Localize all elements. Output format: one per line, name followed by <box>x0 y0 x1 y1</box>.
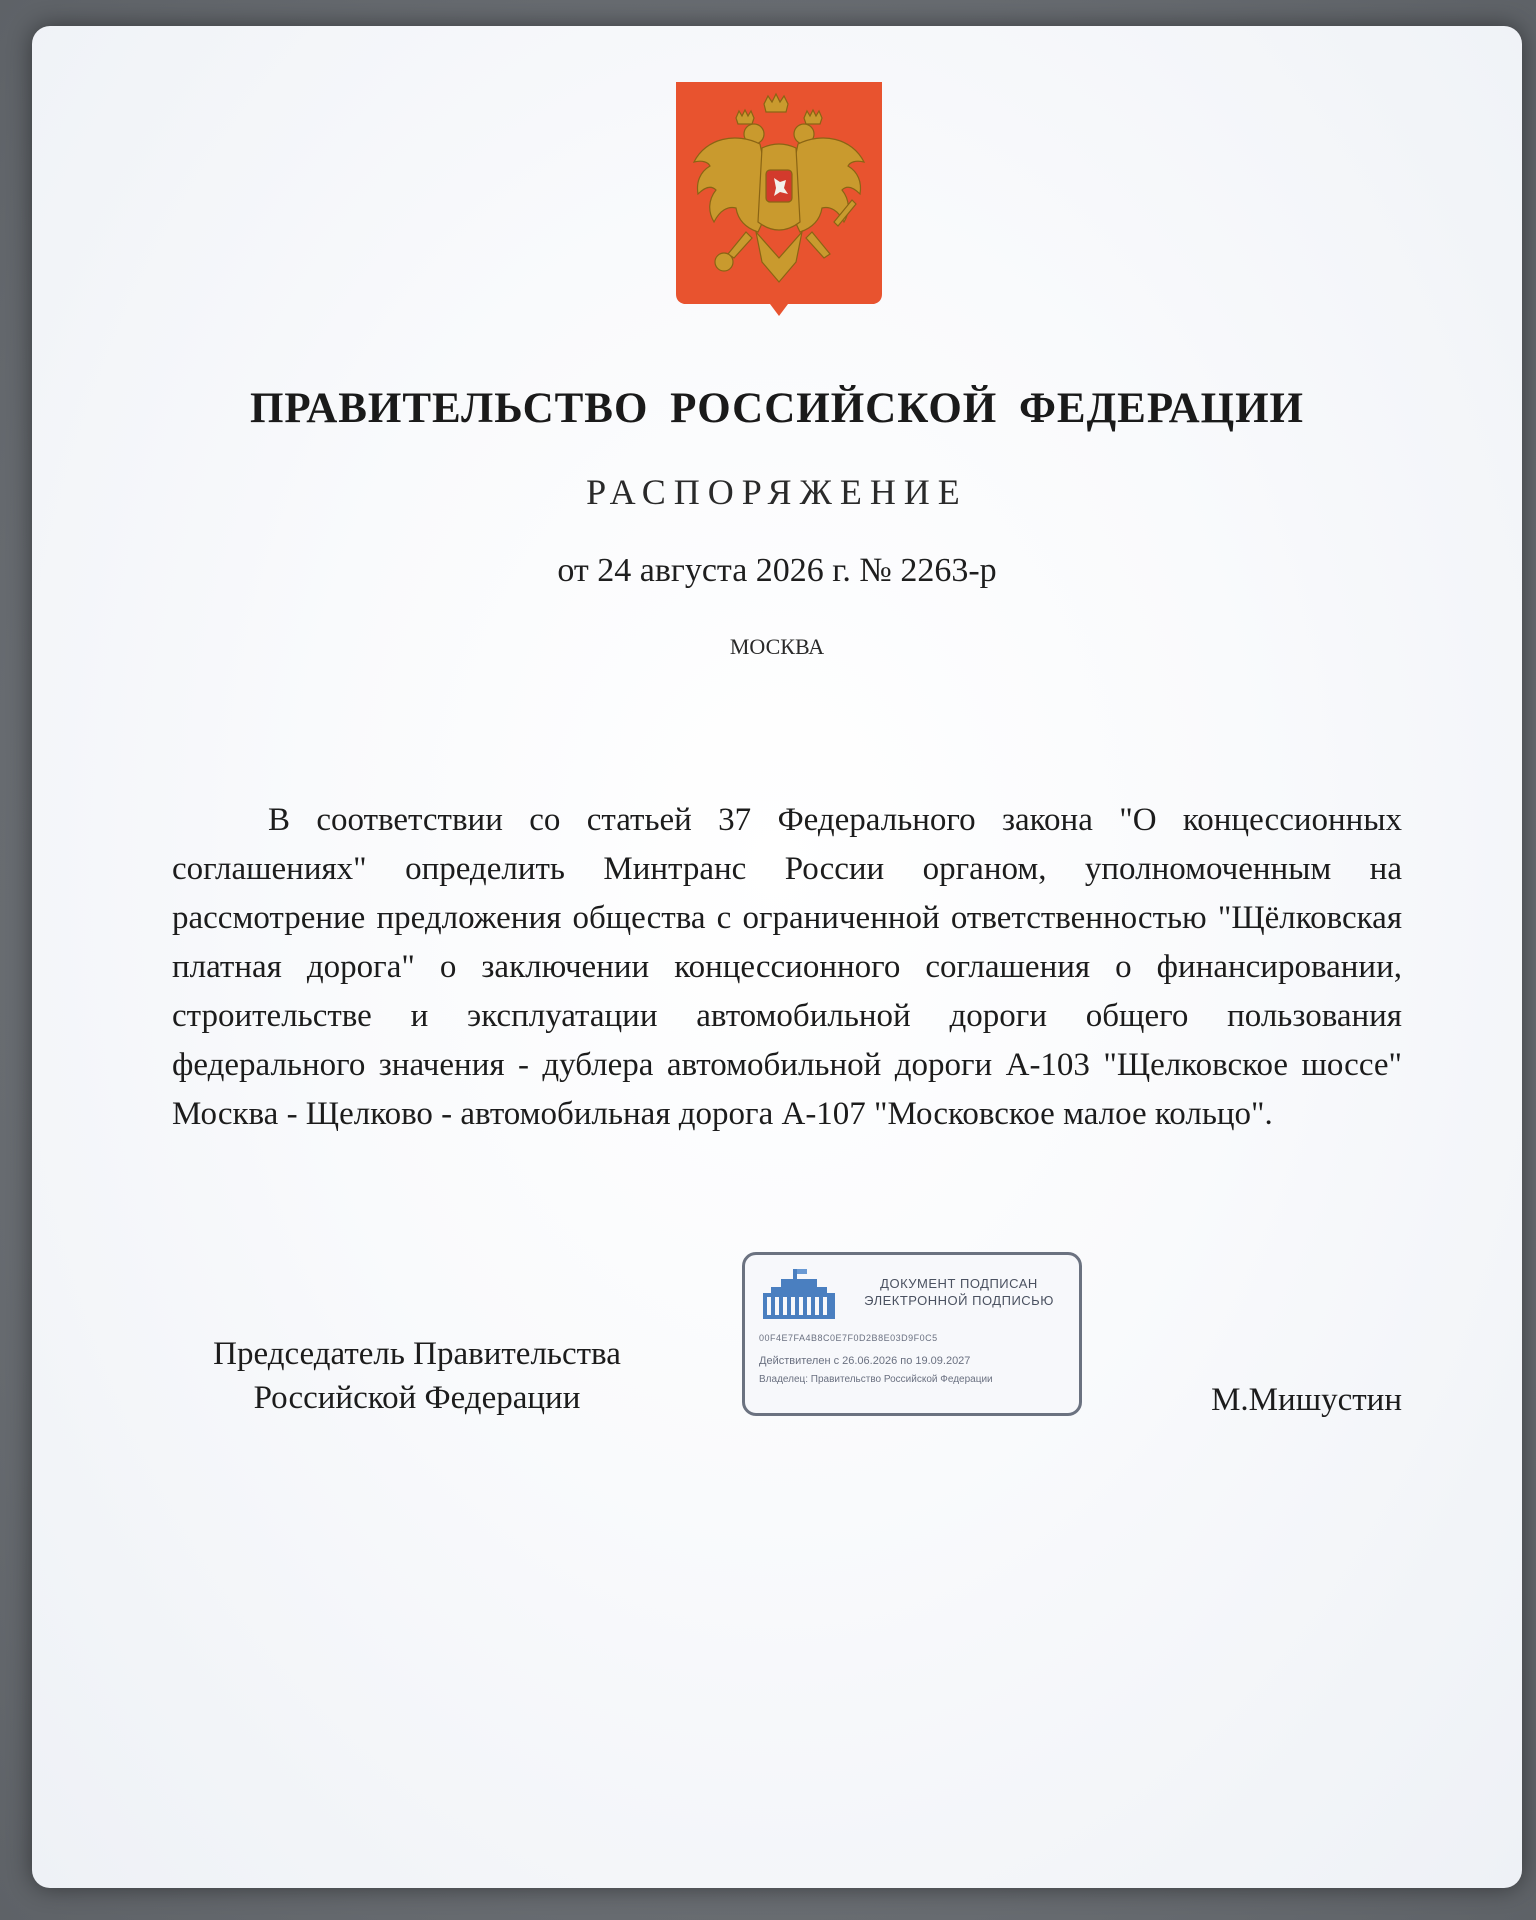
signatory-name: М.Мишустин <box>1211 1382 1402 1418</box>
order-paragraph: В соответствии со статьей 37 Федерального закона "О концессионных соглашениях" определить Минтранс России органом, уполномоченным на рассмотрение предложения общества с ограниченной ответственностью "Щёлковская платная дорога" о заключении концессионного соглашения о финансировании, строительстве и эксплуатации автомобильной дороги общего пользования федерального значения - дублера автомобильной дороги А-103 "Щелковское шоссе" Москва - Щелково - автомобильная дорога А-107 "Московское малое кольцо". <box>172 802 1402 1132</box>
document-date-number: от 24 августа 2026 г. № 2263-р <box>557 552 997 589</box>
government-title: ПРАВИТЕЛЬСТВО РОССИЙСКОЙ ФЕДЕРАЦИИ <box>249 385 1305 432</box>
stamp-title-line2: ЭЛЕКТРОННОЙ ПОДПИСЬЮ <box>864 1293 1054 1308</box>
coat-of-arms-icon <box>676 82 882 322</box>
signatory-position-line1: Председатель Правительства <box>213 1336 621 1372</box>
e-signature-stamp <box>742 1252 1082 1416</box>
stamp-validity: Действителен с 26.06.2026 по 19.09.2027 <box>759 1355 971 1367</box>
signatory-position <box>172 1332 662 1420</box>
stamp-title-line1: ДОКУМЕНТ ПОДПИСАН <box>880 1276 1038 1291</box>
government-building-icon <box>757 1267 841 1323</box>
signatory-position-line2: Российской Федерации <box>253 1380 581 1416</box>
stamp-title <box>845 1275 1073 1309</box>
document-city: МОСКВА <box>729 634 825 659</box>
document-type: РАСПОРЯЖЕНИЕ <box>586 472 968 512</box>
document-page <box>32 26 1522 1888</box>
stamp-certificate: 00F4E7FA4B8C0E7F0D2B8E03D9F0C5 <box>759 1333 938 1343</box>
stamp-owner: Владелец: Правительство Российской Федерации <box>759 1374 993 1385</box>
